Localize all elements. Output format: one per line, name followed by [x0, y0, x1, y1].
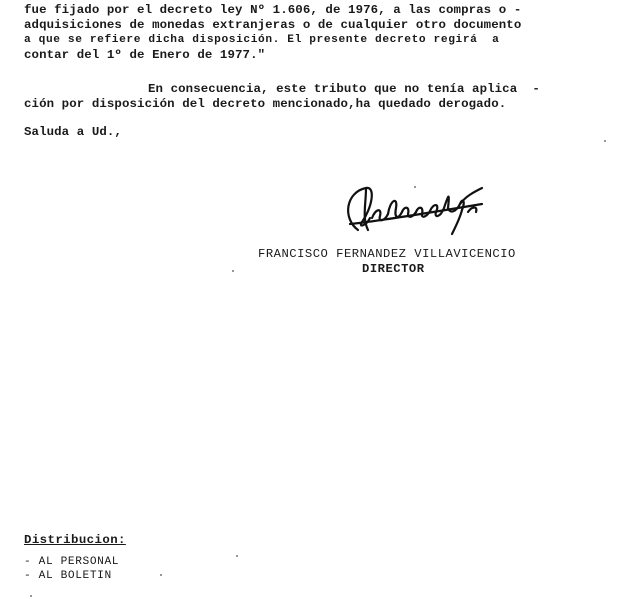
paragraph1-line4: contar del 1º de Enero de 1977." — [24, 48, 266, 62]
scan-speck — [604, 140, 606, 142]
scan-speck — [414, 186, 416, 188]
paragraph1-line1: fue fijado por el decreto ley Nº 1.606, de 1976, a las compras o - — [24, 3, 522, 17]
scan-speck — [160, 574, 162, 576]
signatory-name: FRANCISCO FERNANDEZ VILLAVICENCIO — [258, 247, 516, 261]
signature-graphic — [332, 178, 492, 242]
paragraph1-line2: adquisiciones de monedas extranjeras o de cualquier otro documento — [24, 18, 522, 32]
greeting: Saluda a Ud., — [24, 125, 122, 139]
distribution-item-boletin: - AL BOLETIN — [24, 570, 112, 582]
distribution-item-personal: - AL PERSONAL — [24, 556, 120, 568]
handwritten-signature — [332, 178, 492, 242]
paragraph2-line1: En consecuencia, este tributo que no tenía aplica - — [148, 82, 540, 96]
scan-speck — [232, 270, 234, 272]
scan-speck — [236, 555, 238, 557]
distribution-heading: Distribucion: — [24, 533, 126, 547]
paragraph1-line3: a que se refiere dicha disposición. El presente decreto regirá a — [24, 34, 500, 46]
signatory-title: DIRECTOR — [362, 262, 425, 276]
paragraph2-line2: ción por disposición del decreto mencionado,ha quedado derogado. — [24, 97, 507, 111]
scan-speck — [30, 595, 32, 597]
